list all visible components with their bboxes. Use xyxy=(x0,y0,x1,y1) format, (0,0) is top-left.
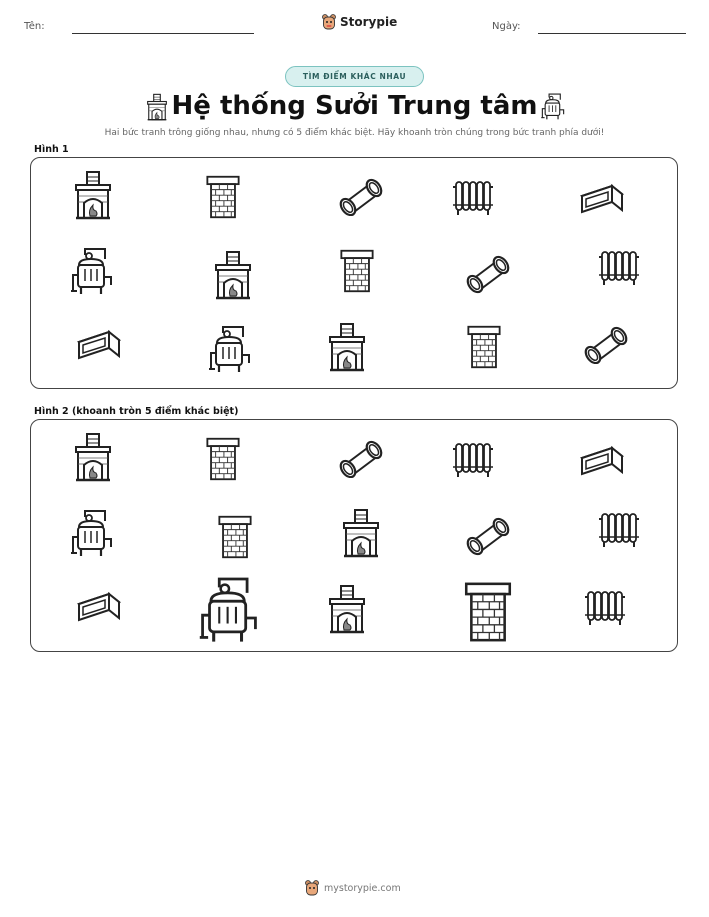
boiler-icon[interactable] xyxy=(69,246,115,298)
storypie-mascot-icon xyxy=(305,880,319,896)
pipe-icon[interactable] xyxy=(336,176,386,216)
fireplace-icon[interactable] xyxy=(327,322,367,372)
duct-icon[interactable] xyxy=(73,326,123,366)
pipe-icon[interactable] xyxy=(336,438,386,478)
radiator-icon[interactable] xyxy=(597,508,641,550)
chimney-icon[interactable] xyxy=(215,514,255,560)
picture-1-panel[interactable] xyxy=(30,157,678,389)
date-line[interactable] xyxy=(538,33,686,34)
boiler-title-icon xyxy=(540,93,566,121)
picture-2-panel[interactable] xyxy=(30,419,678,652)
footer-site: mystorypie.com xyxy=(324,882,401,894)
fireplace-icon[interactable] xyxy=(213,250,253,300)
fireplace-icon[interactable] xyxy=(73,170,113,220)
pipe-icon[interactable] xyxy=(463,514,513,556)
picture-1-label: Hình 1 xyxy=(34,144,69,155)
footer xyxy=(305,880,401,896)
radiator-icon[interactable] xyxy=(597,246,641,288)
pipe-icon[interactable] xyxy=(463,252,513,294)
boiler-icon[interactable] xyxy=(69,508,115,560)
boiler-icon[interactable] xyxy=(197,576,261,646)
fireplace-icon[interactable] xyxy=(327,584,367,634)
brand-name: Storypie xyxy=(340,15,398,29)
chimney-icon[interactable] xyxy=(337,248,377,294)
pipe-icon[interactable] xyxy=(581,324,631,364)
instructions: Hai bức tranh trông giống nhau, nhưng có 5 điểm khác biệt. Hãy khoanh tròn chúng trong bức tranh phía dưới! xyxy=(104,128,605,138)
chimney-icon[interactable] xyxy=(457,580,519,644)
page-title: Hệ thống Sưởi Trung tâm xyxy=(171,91,538,121)
radiator-icon[interactable] xyxy=(451,176,495,218)
storypie-mascot-icon xyxy=(322,14,336,30)
date-label: Ngày: xyxy=(492,21,521,32)
radiator-icon[interactable] xyxy=(583,586,627,628)
picture-2-label: Hình 2 (khoanh tròn 5 điểm khác biệt) xyxy=(34,406,239,417)
radiator-icon[interactable] xyxy=(451,438,495,480)
brand-logo xyxy=(322,14,397,30)
chimney-icon[interactable] xyxy=(203,174,243,220)
duct-icon[interactable] xyxy=(576,442,626,482)
activity-badge: TÌM ĐIỂM KHÁC NHAU xyxy=(285,66,424,87)
duct-icon[interactable] xyxy=(576,180,626,220)
duct-icon[interactable] xyxy=(73,588,123,628)
chimney-icon[interactable] xyxy=(464,324,504,370)
fireplace-icon[interactable] xyxy=(73,432,113,482)
boiler-icon[interactable] xyxy=(207,324,253,376)
name-line[interactable] xyxy=(72,33,254,34)
fireplace-icon[interactable] xyxy=(341,508,381,558)
chimney-icon[interactable] xyxy=(203,436,243,482)
name-label: Tên: xyxy=(24,21,45,32)
